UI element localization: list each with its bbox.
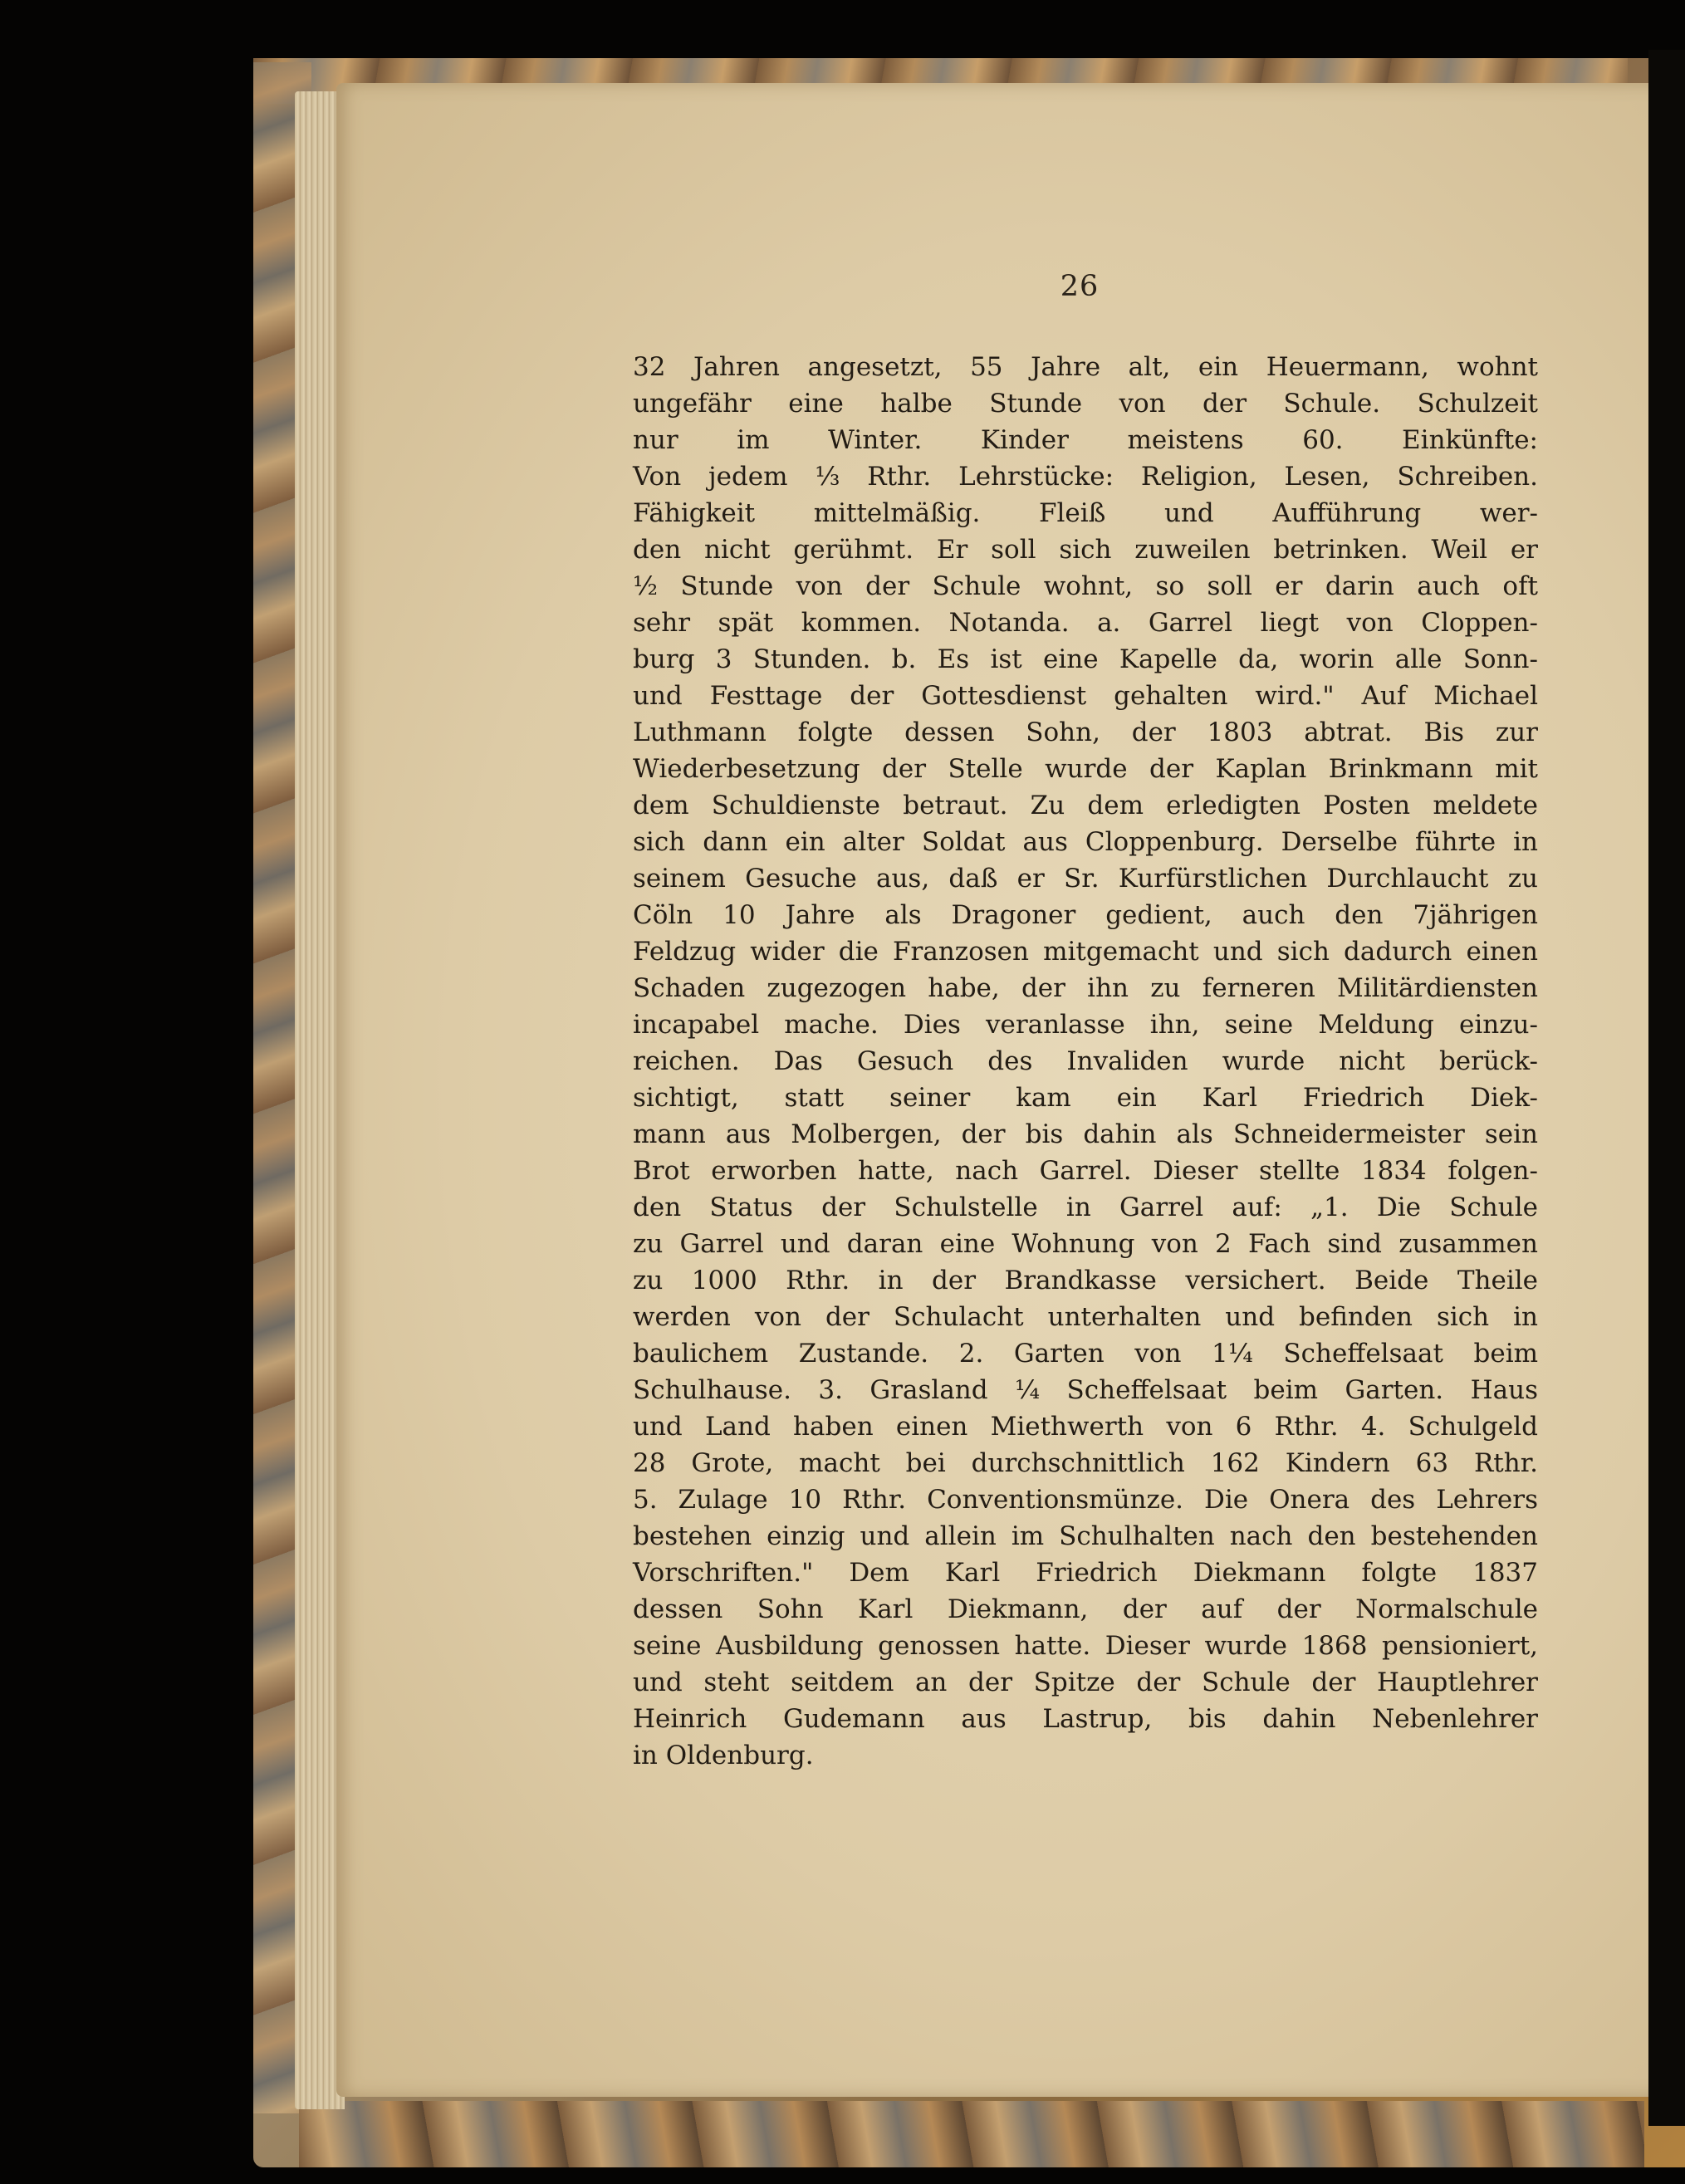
text-line: Brot erworben hatte, nach Garrel. Dieser stellte 1834 folgen- [633,1156,1538,1186]
text-line: werden von der Schulacht unterhalten und befinden sich in [633,1302,1538,1332]
right-edge-shadow [1648,50,1685,2126]
text-line: Vorschriften." Dem Karl Friedrich Diekmann folgte 1837 [633,1558,1538,1588]
text-line: Luthmann folgte dessen Sohn, der 1803 abtrat. Bis zur [633,717,1538,747]
text-line: in Oldenburg. [633,1741,814,1770]
text-line: Fähigkeit mittelmäßig. Fleiß und Aufführung wer- [633,498,1538,528]
text-line: 5. Zulage 10 Rthr. Conventionsmünze. Die Onera des Lehrers [633,1485,1538,1515]
text-line: sich dann ein alter Soldat aus Cloppenburg. Derselbe führte in [633,827,1538,857]
marbled-cover-bottom [299,2101,1644,2167]
text-line: und steht seitdem an der Spitze der Schule der Hauptlehrer [633,1667,1538,1697]
text-line: Heinrich Gudemann aus Lastrup, bis dahin Nebenlehrer [633,1704,1538,1734]
text-line: Schaden zugezogen habe, der ihn zu ferneren Militärdiensten [633,973,1538,1003]
text-line: den nicht gerühmt. Er soll sich zuweilen betrinken. Weil er [633,535,1538,565]
text-line: Wiederbesetzung der Stelle wurde der Kaplan Brinkmann mit [633,754,1538,784]
text-line: den Status der Schulstelle in Garrel auf: „1. Die Schule [633,1192,1538,1222]
text-line: reichen. Das Gesuch des Invaliden wurde nicht berück- [633,1046,1538,1076]
text-line: zu 1000 Rthr. in der Brandkasse versichert. Beide Theile [633,1266,1538,1295]
text-line: Cöln 10 Jahre als Dragoner gedient, auch den 7jährigen [633,900,1538,930]
text-line: seine Ausbildung genossen hatte. Dieser wurde 1868 pensioniert, [633,1631,1538,1661]
text-line: bestehen einzig und allein im Schulhalten nach den bestehenden [633,1521,1538,1551]
text-line: baulichem Zustande. 2. Garten von 1¼ Scheffelsaat beim [633,1339,1538,1369]
page-number: 26 [1060,270,1100,303]
text-line: burg 3 Stunden. b. Es ist eine Kapelle da, worin alle Sonn- [633,644,1538,674]
text-line: sehr spät kommen. Notanda. a. Garrel liegt von Cloppen- [633,608,1538,638]
text-line: dessen Sohn Karl Diekmann, der auf der Normalschule [633,1594,1538,1624]
text-line: und Land haben einen Miethwerth von 6 Rthr. 4. Schulgeld [633,1412,1538,1442]
text-line: Von jedem ⅓ Rthr. Lehrstücke: Religion, Lesen, Schreiben. [633,462,1538,492]
text-line: 32 Jahren angesetzt, 55 Jahre alt, ein Heuermann, wohnt [633,352,1538,382]
body-text [633,349,1538,1774]
text-line: ½ Stunde von der Schule wohnt, so soll er darin auch oft [633,571,1538,601]
text-line: zu Garrel und daran eine Wohnung von 2 Fach sind zusammen [633,1229,1538,1259]
text-line: Feldzug wider die Franzosen mitgemacht und sich dadurch einen [633,937,1538,967]
text-line: 28 Grote, macht bei durchschnittlich 162 Kindern 63 Rthr. [633,1448,1538,1478]
text-line: dem Schuldienste betraut. Zu dem erledigten Posten meldete [633,791,1538,820]
text-line: Schulhause. 3. Grasland ¼ Scheffelsaat beim Garten. Haus [633,1375,1538,1405]
text-line: ungefähr eine halbe Stunde von der Schule. Schulzeit [633,389,1538,419]
text-line: incapabel mache. Dies veranlasse ihn, seine Meldung einzu- [633,1010,1538,1040]
text-line: nur im Winter. Kinder meistens 60. Einkünfte: [633,425,1538,455]
text-line: seinem Gesuche aus, daß er Sr. Kurfürstlichen Durchlaucht zu [633,864,1538,894]
text-line: und Festtage der Gottesdienst gehalten wird." Auf Michael [633,681,1538,711]
text-line: mann aus Molbergen, der bis dahin als Schneidermeister sein [633,1119,1538,1149]
text-line: sichtigt, statt seiner kam ein Karl Friedrich Diek- [633,1083,1538,1113]
